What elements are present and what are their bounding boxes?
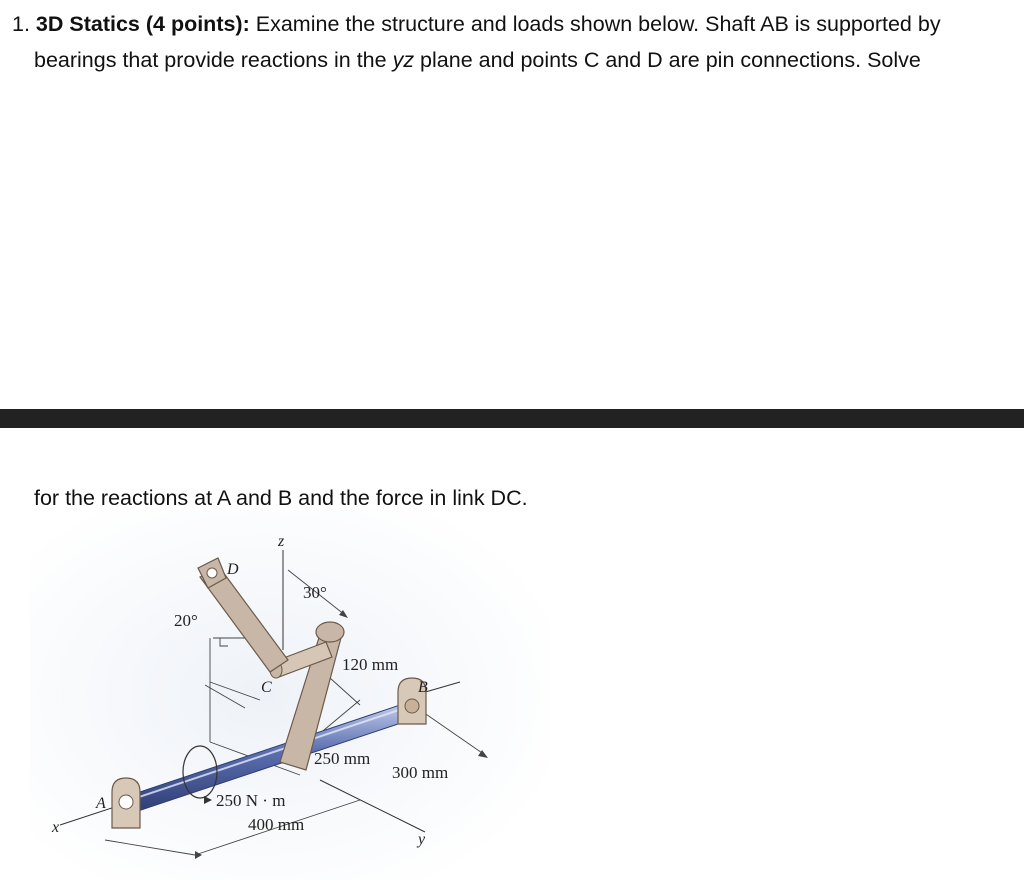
page-break-bar — [0, 409, 1024, 428]
problem-title: 3D Statics (4 points): — [35, 12, 250, 36]
label-moment: 250 N · m — [216, 791, 286, 810]
label-dim-300: 300 mm — [392, 763, 449, 782]
label-z-axis: z — [278, 533, 285, 550]
problem-number: 1. — [12, 12, 30, 36]
plane-variable: yz — [392, 48, 415, 72]
label-dim-250: 250 mm — [314, 749, 371, 768]
problem-text-part3: plane and points C and D are pin connections. Solve — [420, 48, 921, 72]
label-dim-120: 120 mm — [342, 655, 399, 674]
label-y-axis: y — [418, 831, 426, 848]
label-point-b: B — [418, 679, 428, 696]
problem-text-part1: Examine the structure and loads shown below. Shaft AB is supported by — [255, 12, 941, 36]
problem-continuation: for the reactions at A and B and the force in link DC. — [34, 486, 528, 510]
problem-text-part2: bearings that provide reactions in the — [34, 48, 387, 72]
problem-statement — [12, 6, 1012, 78]
statics-figure — [30, 510, 550, 880]
label-angle-20: 20° — [174, 611, 198, 630]
label-point-a: A — [96, 795, 106, 812]
label-x-axis: x — [52, 819, 60, 836]
label-point-d: D — [227, 561, 239, 578]
label-dim-400: 400 mm — [248, 815, 305, 834]
bearing-a-hole — [119, 795, 133, 809]
label-point-c: C — [261, 679, 272, 696]
bearing-b-hub — [405, 699, 419, 713]
figure-svg — [30, 510, 550, 880]
pin-d — [207, 568, 217, 578]
label-angle-30: 30° — [303, 583, 327, 602]
crank-top-boss — [316, 622, 344, 642]
